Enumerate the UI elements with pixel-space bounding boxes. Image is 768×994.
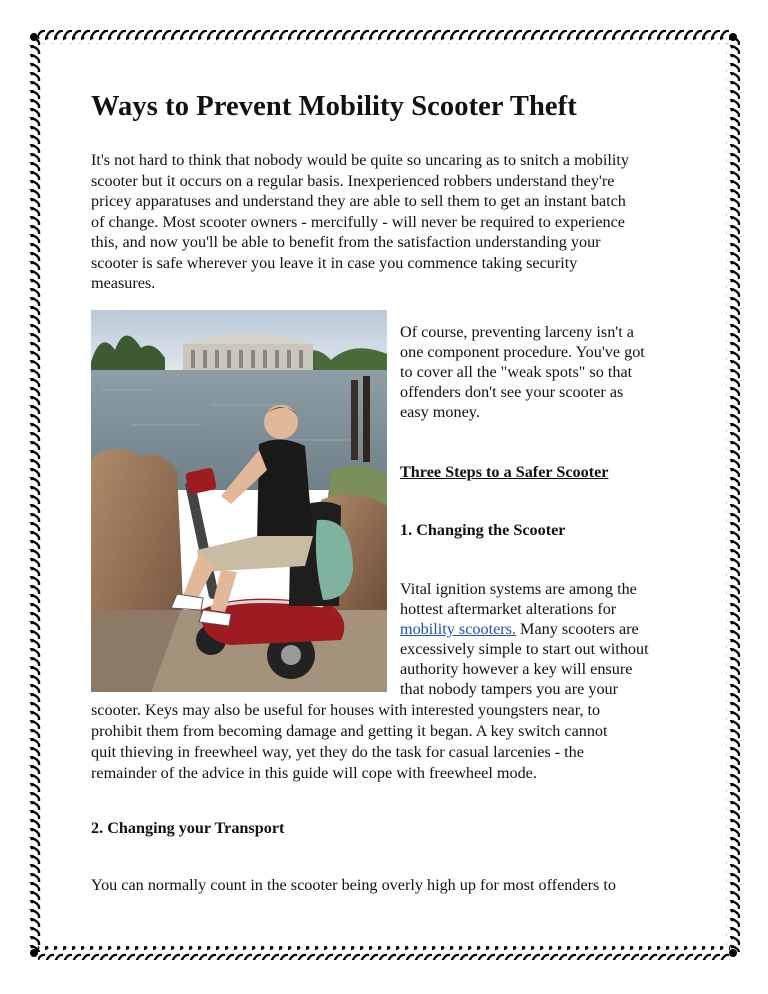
scooter-photo-illustration (91, 310, 387, 692)
intro-line: measures. (91, 274, 156, 292)
side-line: easy money. (400, 403, 480, 421)
border-top (38, 30, 730, 44)
mobility-scooters-link[interactable]: mobility scooters. (400, 620, 516, 638)
side-line (400, 619, 690, 639)
side-line: Vital ignition systems are among the (400, 580, 637, 598)
side-line-rest: Many scooters are (516, 620, 639, 638)
scooter-photo (91, 310, 387, 692)
side-line: authority however a key will ensure (400, 660, 633, 678)
side-line: to cover all the "weak spots" so that (400, 363, 633, 381)
body-line: quit thieving in freewheel way, yet they do the task for casual larcenies - the (91, 743, 584, 761)
side-paragraph-2 (400, 579, 690, 699)
border-bottom (38, 946, 730, 960)
side-line: hottest aftermarket alterations for (400, 600, 617, 618)
page-title: Ways to Prevent Mobility Scooter Theft (91, 91, 577, 122)
section-heading: Three Steps to a Safer Scooter (400, 463, 609, 481)
side-line: Of course, preventing larceny isn't a (400, 323, 634, 341)
body-line: prohibit them from becoming damage and getting it began. A key switch cannot (91, 722, 608, 740)
intro-line: pricey apparatuses and understand they are able to sell them to get an instant batch (91, 192, 626, 210)
border-right (726, 38, 740, 952)
intro-line: scooter but it occurs on a regular basis. Inexperienced robbers understand they're (91, 171, 615, 190)
intro-line: scooter is safe wherever you leave it in case you commence taking security (91, 253, 578, 272)
intro-line: this, and now you'll be able to benefit from the satisfaction understanding your (91, 233, 601, 251)
step2-heading: 2. Changing your Transport (91, 819, 285, 837)
intro-line: of change. Most scooter owners - mercifully - will never be required to experience (91, 212, 625, 231)
intro-paragraph (91, 150, 691, 294)
side-line: excessively simple to start out without (400, 640, 649, 658)
side-paragraph-1 (400, 322, 690, 422)
body-line: scooter. Keys may also be useful for houses with interested youngsters near, to (91, 701, 601, 719)
intro-line: It's not hard to think that nobody would be quite so uncaring as to snitch a mobility (91, 151, 629, 169)
body-line: You can normally count in the scooter being overly high up for most offenders to (91, 876, 616, 894)
step1-heading: 1. Changing the Scooter (400, 521, 566, 539)
side-line: offenders don't see your scooter as (400, 383, 624, 401)
body-line: remainder of the advice in this guide will cope with freewheel mode. (91, 764, 537, 782)
side-line: that nobody tampers you are your (400, 680, 619, 698)
side-line: one component procedure. You've got (400, 343, 645, 361)
border-left (27, 38, 41, 952)
